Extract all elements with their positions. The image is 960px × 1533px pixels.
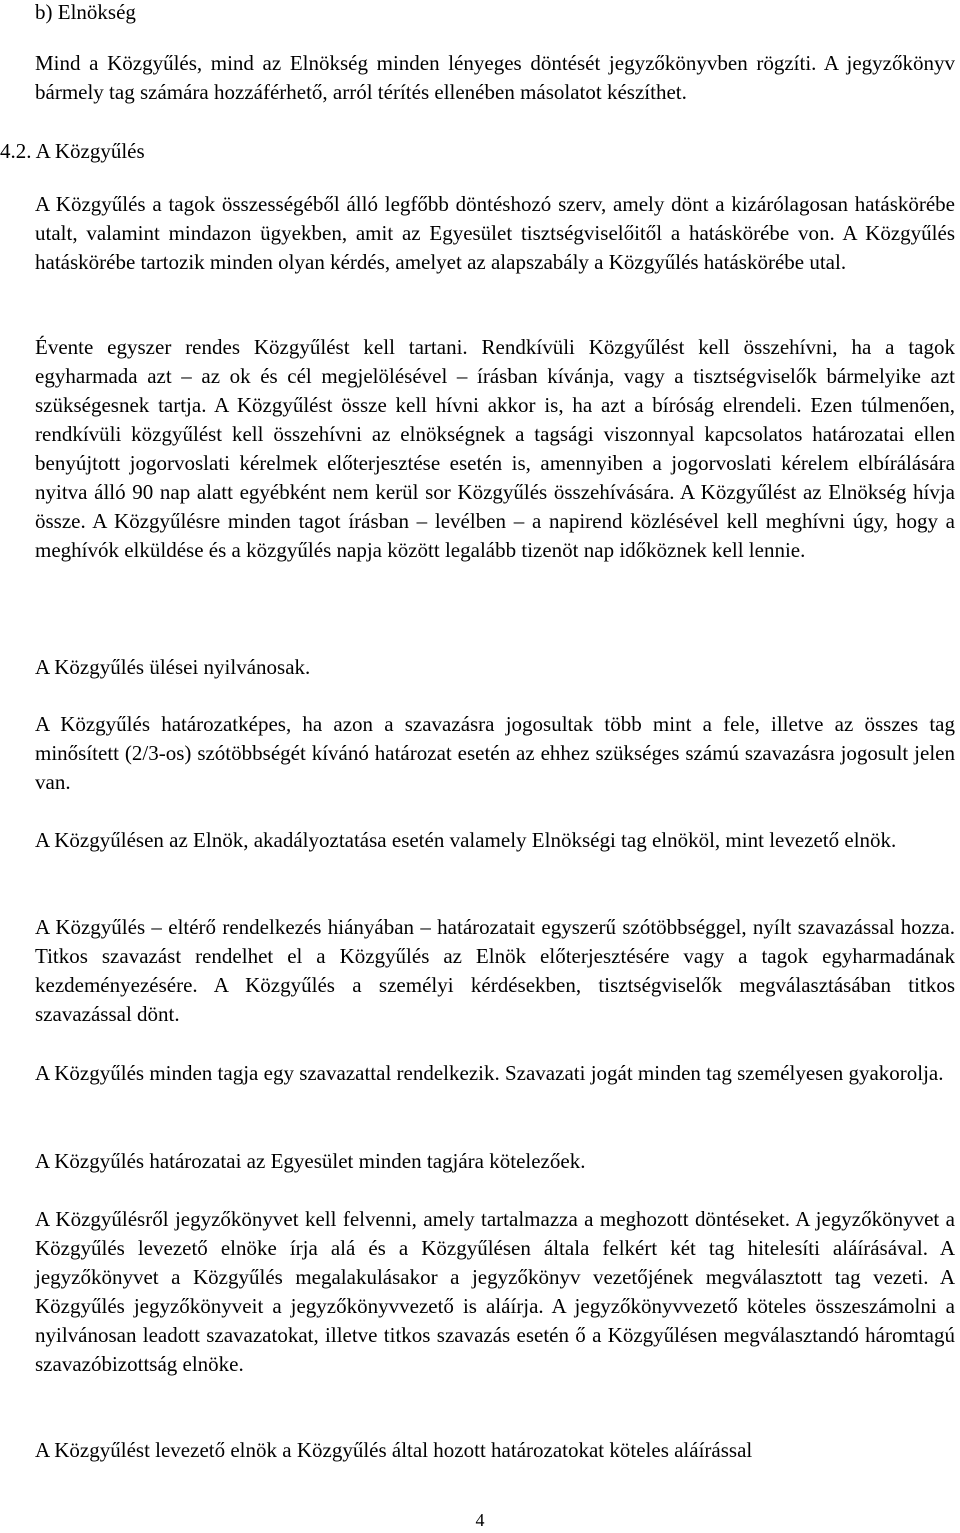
- section-heading-elnokseg: b) Elnökség: [35, 0, 136, 24]
- paragraph-binding-decisions: A Közgyűlés határozatai az Egyesület minden tagjára kötelezőek.: [35, 1149, 586, 1173]
- paragraph-quorum: A Közgyűlés határozatképes, ha azon a szavazásra jogosultak több mint a fele, illetve az összes tag minősített (2/3-os) szótöbbségét kívánó határozat esetén az ehhez szükséges számú szavazásra jogosult jelen van.: [35, 712, 955, 794]
- paragraph-chair: A Közgyűlésen az Elnök, akadályoztatása esetén valamely Elnökségi tag elnököl, mint levezető elnök.: [35, 828, 897, 852]
- section-heading-kozgyules: 4.2. A Közgyűlés: [0, 139, 145, 163]
- paragraph-voting-rights: A Közgyűlés minden tagja egy szavazattal rendelkezik. Szavazati jogát minden tag személyesen gyakorolja.: [35, 1061, 944, 1085]
- paragraph-convening: Évente egyszer rendes Közgyűlést kell tartani. Rendkívüli Közgyűlést kell összehívni, ha a tagok egyharmada azt – az ok és cél megjelölésével – írásban kívánja, vagy a tisztségviselők bármelyike azt szükségesnek tartja. A Közgyűlést össze kell hívni akkor is, ha azt a bíróság elrendeli. Ezen túlmenően, rendkívüli közgyűlést kell összehívni az elnökségnek a tagsági viszonnyal kapcsolatos határozatai ellen benyújtott jogorvoslati kérelmek előterjesztése esetén is, amennyiben a jogorvoslati kérelem elbírálására nyitva álló 90 nap alatt egyébként nem kerül sor Közgyűlés összehívására. A Közgyűlést az Elnökség hívja össze. A Közgyűlésre minden tagot írásban – levélben – a napirend közlésével kell meghívni úgy, hogy a meghívók elküldése és a közgyűlés napja között legalább tizenöt nap időköznek kell lennie.: [35, 335, 955, 562]
- paragraph-voting: A Közgyűlés – eltérő rendelkezés hiányában – határozatait egyszerű szótöbbséggel, nyílt szavazással hozza. Titkos szavazást rendelhet el a Közgyűlés az Elnök előterjesztésére vagy a tagok egyharmadának kezdeményezésére. A Közgyűlés a személyi kérdésekben, tisztségviselők megválasztásában titkos szavazással dönt.: [35, 915, 955, 1026]
- paragraph-kozgyules-definition: A Közgyűlés a tagok összességéből álló legfőbb döntéshozó szerv, amely dönt a kizárólagosan hatáskörébe utalt, valamint mindazon ügyekben, amit az Egyesület tisztségviselőitől a hatáskörébe von. A Közgyűlés hatáskörébe tartozik minden olyan kérdés, amelyet az alapszabály a Közgyűlés hatáskörébe utal.: [35, 192, 955, 274]
- paragraph-elnokseg-minutes: Mind a Közgyűlés, mind az Elnökség minden lényeges döntését jegyzőkönyvben rögzíti. A jegyzőkönyv bármely tag számára hozzáférhető, arról térítés ellenében másolatot készíthet.: [35, 51, 955, 104]
- page-number: 4: [475, 1510, 485, 1530]
- paragraph-signing: A Közgyűlést levezető elnök a Közgyűlés által hozott határozatokat köteles aláírással: [35, 1438, 753, 1462]
- paragraph-minutes: A Közgyűlésről jegyzőkönyvet kell felvenni, amely tartalmazza a meghozott döntéseket. A jegyzőkönyvet a Közgyűlés levezető elnöke írja alá és a Közgyűlésen általa felkért két tag hitelesíti aláírásával. A jegyzőkönyvet a Közgyűlés megalakulásakor a jegyzőkönyv vezetőjének megválasztott tag vezeti. A Közgyűlés jegyzőkönyveit a jegyzőkönyvvezető is aláírja. A jegyzőkönyvvezető köteles összeszámolni a nyilvánosan leadott szavazatokat, illetve titkos szavazás esetén ő a Közgyűlésen megválasztandó háromtagú szavazóbizottság elnöke.: [35, 1207, 955, 1376]
- paragraph-public-sessions: A Közgyűlés ülései nyilvánosak.: [35, 655, 311, 679]
